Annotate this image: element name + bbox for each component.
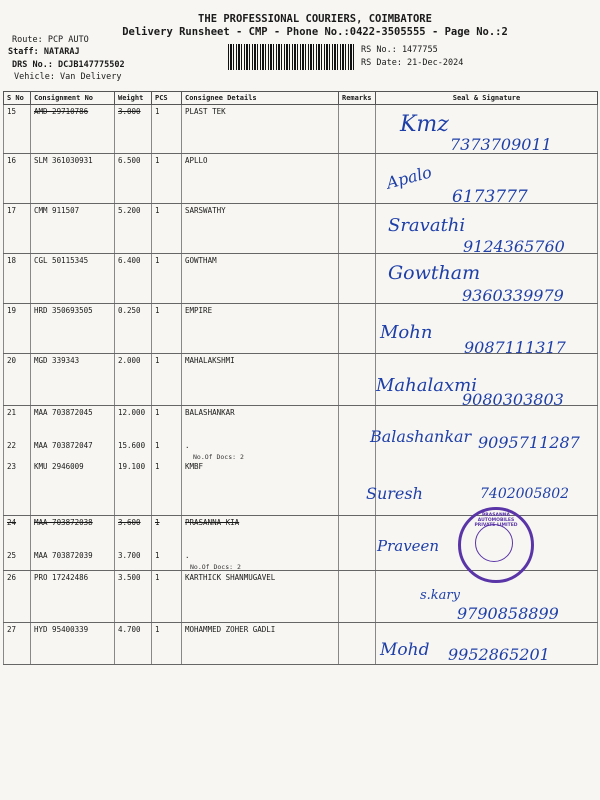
barcode [228,44,356,70]
signature: Suresh [366,484,423,503]
cell-remarks [339,254,376,304]
cell-remarks [339,354,376,406]
cell-sno: 19 [4,304,31,354]
col-weight: Weight [115,92,152,105]
cell-pcs: 1 [152,105,182,154]
col-remarks: Remarks [339,92,376,105]
col-sno: S No [4,92,31,105]
cell-consignee: KARTHICK SHANMUGAVEL [182,571,339,623]
cell-consignee: BALASHANKAR [182,406,339,439]
cell-consignment: HRD 350693505 [31,304,115,354]
docs-note: No.Of Docs: 2 [190,563,241,571]
cell-consignment: SLM 361030931 [31,154,115,204]
cell-remarks [339,154,376,204]
signature: Mohn [380,322,433,343]
cell-remarks [339,623,376,665]
cell-sno: 15 [4,105,31,154]
signature: Mohd [380,640,430,660]
handwritten-phone: 9095711287 [478,433,580,452]
cell-consignee: MOHAMMED ZOHER GADLI [182,623,339,665]
cell-consignee: PRASANNA KIA [182,516,339,549]
cell-consignment: KMU 2946009 [31,460,115,516]
cell-weight: 5.200 [115,204,152,254]
cell-pcs: 1 [152,571,182,623]
signature: Gowtham [388,262,481,284]
handwritten-phone: 9087111317 [464,338,566,357]
cell-sno: 21 [4,406,31,439]
vehicle-label: Vehicle: Van Delivery [14,72,122,82]
cell-weight: 3.600 [115,516,152,549]
signature: Praveen [377,537,440,555]
rs-number: RS No.: 1477755 [361,45,438,55]
cell-pcs: 1 [152,406,182,439]
cell-remarks [339,304,376,354]
cell-pcs: 1 [152,623,182,665]
cell-sno: 18 [4,254,31,304]
cell-consignment: HYD 95400339 [31,623,115,665]
cell-consignee: PLAST TEK [182,105,339,154]
cell-consignment: MAA 703872039 [31,549,115,571]
signature: s.kary [420,588,460,603]
cell-pcs: 1 [152,204,182,254]
cell-weight: 3.700 [115,549,152,571]
docs-note: No.Of Docs: 2 [193,453,244,461]
rs-date: RS Date: 21-Dec-2024 [361,58,464,68]
cell-consignment: MAA 703872047 [31,439,115,460]
cell-weight: 3.000 [115,105,152,154]
cell-sno: 20 [4,354,31,406]
cell-remarks [339,571,376,623]
cell-sno: 26 [4,571,31,623]
signature: Sravathi [388,215,466,236]
col-pcs: PCS [152,92,182,105]
stamp-text: PRASANNA AUTOMOBILES PRIVATE LIMITED [474,513,518,528]
cell-sno: 16 [4,154,31,204]
cell-consignment: PRO 17242486 [31,571,115,623]
runsheet-title: Delivery Runsheet - CMP - Phone No.:0422-3505555 - Page No.:2 [122,26,508,38]
cell-pcs: 1 [152,154,182,204]
route-label: Route: PCP AUTO [12,35,89,45]
cell-pcs: 1 [152,354,182,406]
handwritten-phone: 9124365760 [463,237,565,256]
cell-pcs: 1 [152,254,182,304]
cell-weight: 6.500 [115,154,152,204]
handwritten-phone: 7402005802 [480,486,570,502]
signature: Kmz [400,112,449,137]
cell-consignee: EMPIRE [182,304,339,354]
signature: Apalo [384,162,434,193]
cell-remarks [339,516,376,549]
handwritten-phone: 6173777 [452,187,528,207]
cell-weight: 6.400 [115,254,152,304]
cell-sno: 23 [4,460,31,516]
cell-consignee: KMBF [182,460,339,516]
staff-label: Staff: NATARAJ [8,47,80,57]
cell-remarks [339,105,376,154]
cell-weight: 15.600 [115,439,152,460]
cell-remarks [339,204,376,254]
cell-remarks [339,549,376,571]
cell-consignee: APLLO [182,154,339,204]
cell-weight: 0.250 [115,304,152,354]
handwritten-phone: 9790858899 [457,604,559,623]
cell-consignee: GOWTHAM [182,254,339,304]
cell-pcs: 1 [152,516,182,549]
handwritten-phone: 9360339979 [462,286,564,305]
col-signature: Seal & Signature [376,92,598,105]
cell-pcs: 1 [152,304,182,354]
drs-label: DRS No.: DCJB147775502 [12,60,125,70]
cell-sno: 25 [4,549,31,571]
cell-pcs: 1 [152,460,182,516]
table-header [4,92,598,105]
cell-weight: 19.100 [115,460,152,516]
cell-pcs: 1 [152,439,182,460]
cell-consignment: MAA 703872038 [31,516,115,549]
cell-consignee: MAHALAKSHMI [182,354,339,406]
signature: Balashankar [370,427,472,446]
company-seal-stamp [458,507,534,583]
cell-weight: 4.700 [115,623,152,665]
cell-sno: 17 [4,204,31,254]
cell-weight: 12.000 [115,406,152,439]
handwritten-phone: 9952865201 [448,645,550,664]
cell-weight: 2.000 [115,354,152,406]
cell-sno: 24 [4,516,31,549]
company-title: THE PROFESSIONAL COURIERS, COIMBATORE [198,13,432,25]
handwritten-phone: 9080303803 [462,390,564,409]
cell-sno: 22 [4,439,31,460]
cell-consignee: . [182,439,339,460]
handwritten-phone: 7373709011 [450,135,552,154]
cell-consignee: SARSWATHY [182,204,339,254]
cell-pcs: 1 [152,549,182,571]
cell-consignment: AMD 29710786 [31,105,115,154]
col-consignment: Consignment No [31,92,115,105]
cell-weight: 3.500 [115,571,152,623]
cell-sno: 27 [4,623,31,665]
cell-consignment: CMM 911507 [31,204,115,254]
col-consignee: Consignee Details [182,92,339,105]
cell-consignment: CGL 50115345 [31,254,115,304]
cell-consignee: . [182,549,339,571]
cell-consignment: MAA 703872045 [31,406,115,439]
cell-consignment: MGD 339343 [31,354,115,406]
signature: Mahalaxmi [376,375,477,396]
